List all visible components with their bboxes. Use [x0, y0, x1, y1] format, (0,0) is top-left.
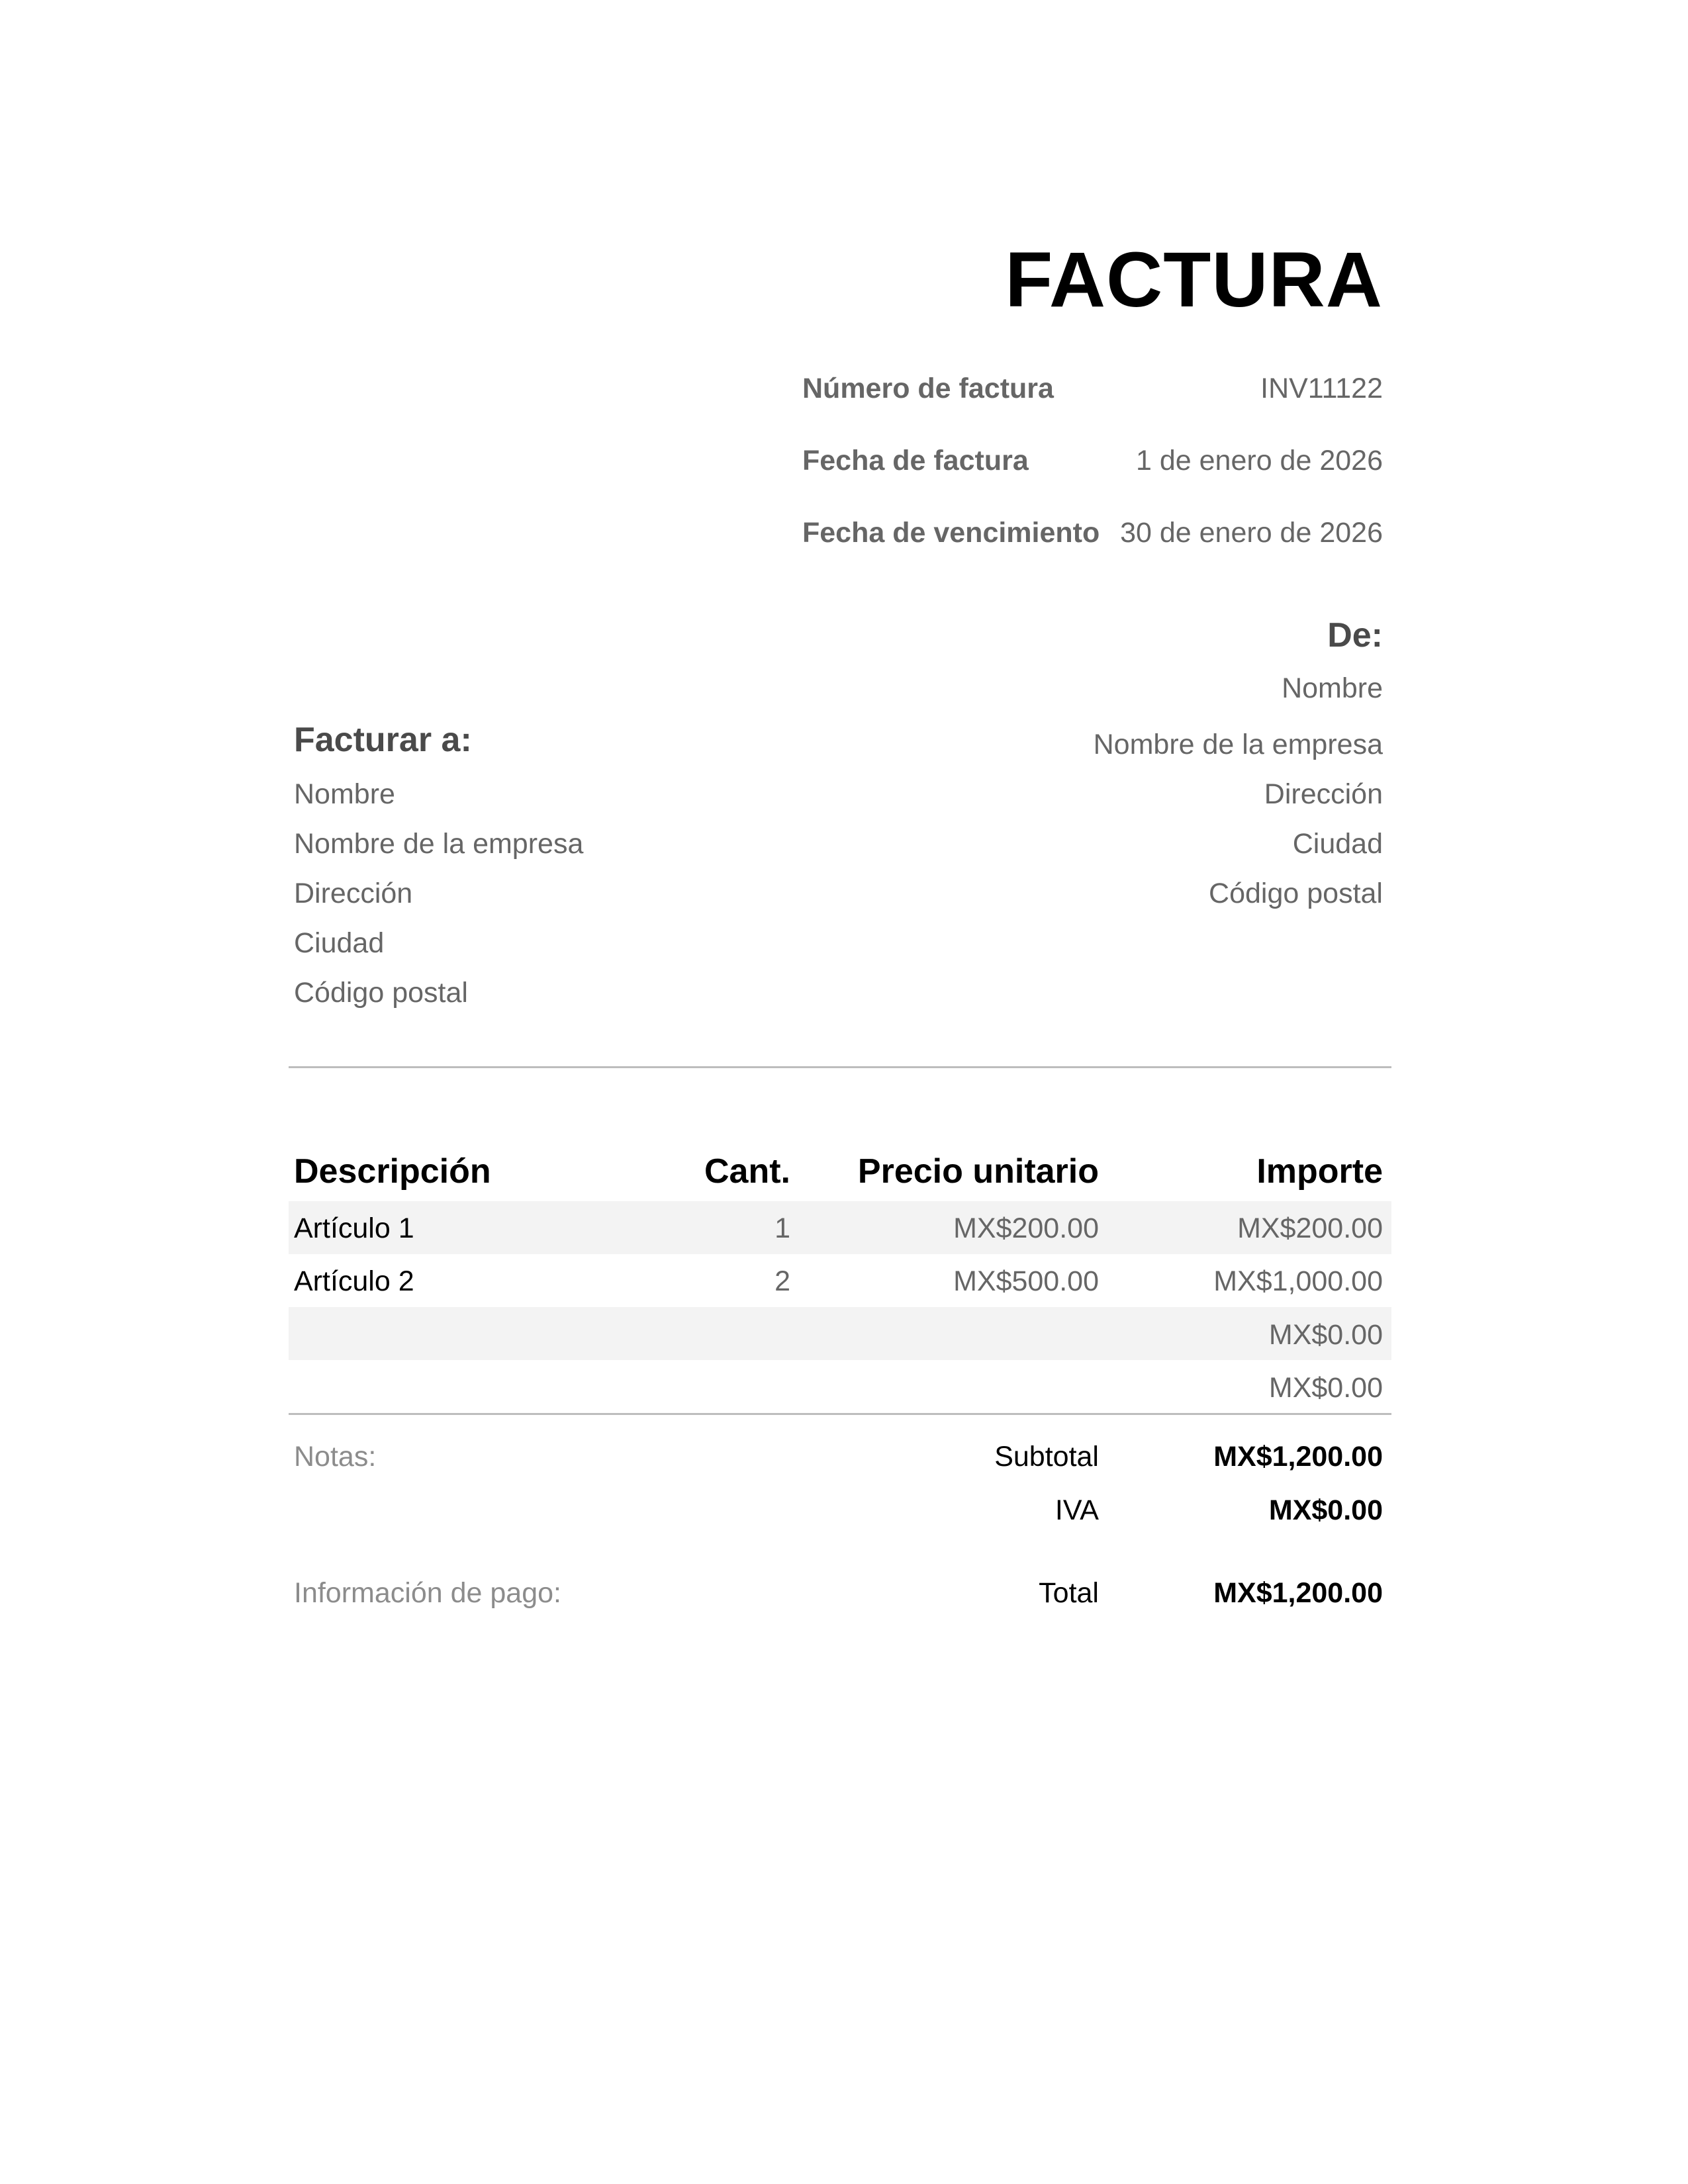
- due-date-label: Fecha de vencimiento: [802, 517, 1100, 549]
- invoice-number-label: Número de factura: [802, 373, 1054, 404]
- total-label: Total: [1039, 1577, 1099, 1609]
- bill-to-company: Nombre de la empresa: [294, 828, 584, 860]
- from-address: Dirección: [1264, 778, 1383, 810]
- subtotal-value: MX$1,200.00: [1213, 1441, 1383, 1473]
- from-postal-code: Código postal: [1209, 878, 1383, 909]
- header-amount: Importe: [1256, 1152, 1383, 1191]
- total-value: MX$1,200.00: [1213, 1577, 1383, 1609]
- row-3-amount: MX$0.00: [1268, 1319, 1383, 1351]
- row-1-unit-price: MX$200.00: [953, 1212, 1099, 1244]
- table-row-shade: [289, 1307, 1391, 1360]
- row-2-quantity: 2: [774, 1265, 790, 1297]
- row-2-description: Artículo 2: [294, 1265, 414, 1297]
- invoice-date-label: Fecha de factura: [802, 445, 1029, 477]
- section-divider: [289, 1066, 1391, 1068]
- bill-to-heading: Facturar a:: [294, 721, 472, 759]
- from-name: Nombre: [1282, 672, 1383, 704]
- invoice-title: FACTURA: [1005, 236, 1383, 324]
- notes-label: Notas:: [294, 1441, 377, 1473]
- header-description: Descripción: [294, 1152, 491, 1191]
- from-city: Ciudad: [1292, 828, 1383, 860]
- tax-label: IVA: [1055, 1494, 1099, 1526]
- row-4-amount: MX$0.00: [1268, 1372, 1383, 1404]
- row-1-amount: MX$200.00: [1237, 1212, 1383, 1244]
- table-bottom-rule: [289, 1413, 1391, 1415]
- row-2-amount: MX$1,000.00: [1213, 1265, 1383, 1297]
- bill-to-name: Nombre: [294, 778, 395, 810]
- row-2-unit-price: MX$500.00: [953, 1265, 1099, 1297]
- table-row-shade: [289, 1201, 1391, 1254]
- invoice-date-value: 1 de enero de 2026: [1136, 445, 1383, 477]
- bill-to-address: Dirección: [294, 878, 413, 909]
- from-heading: De:: [1327, 616, 1383, 655]
- header-unit-price: Precio unitario: [857, 1152, 1099, 1191]
- bill-to-postal-code: Código postal: [294, 977, 468, 1009]
- tax-value: MX$0.00: [1268, 1494, 1383, 1526]
- header-quantity: Cant.: [704, 1152, 790, 1191]
- bill-to-city: Ciudad: [294, 927, 385, 959]
- due-date-value: 30 de enero de 2026: [1120, 517, 1383, 549]
- subtotal-label: Subtotal: [994, 1441, 1099, 1473]
- from-company: Nombre de la empresa: [1093, 729, 1383, 760]
- row-1-description: Artículo 1: [294, 1212, 414, 1244]
- row-1-quantity: 1: [774, 1212, 790, 1244]
- invoice-number-value: INV11122: [1260, 373, 1383, 404]
- payment-info-label: Información de pago:: [294, 1577, 561, 1609]
